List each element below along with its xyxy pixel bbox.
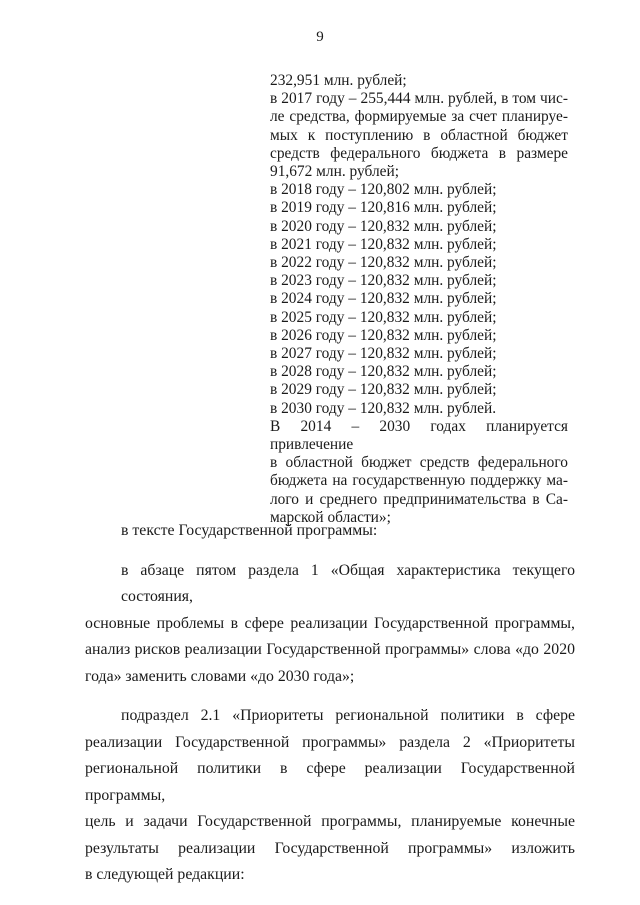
paragraph-line: основные проблемы в сфере реализации Государственной программы, [85, 614, 575, 632]
paragraph-line: реализации Государственной программы» раздела 2 «Приоритеты [85, 733, 575, 751]
amendment-line: в 2026 году – 120,832 млн. рублей; [270, 326, 497, 344]
amendment-line: средств федерального бюджета в размере [270, 144, 568, 162]
amendment-line: в 2020 году – 120,832 млн. рублей; [270, 217, 497, 235]
amendment-line: в 2028 году – 120,832 млн. рублей; [270, 363, 497, 381]
amendment-line: в 2024 году – 120,832 млн. рублей; [270, 290, 497, 308]
amendment-line: 91,672 млн. рублей; [270, 163, 399, 181]
amendment-line: в 2030 году – 120,832 млн. рублей. [270, 399, 497, 417]
paragraph-line: результаты реализации Государственной программы» изложить [85, 839, 575, 857]
amendment-line: в 2019 году – 120,816 млн. рублей; [270, 199, 497, 217]
paragraph-spacer [85, 545, 575, 558]
amendment-line: лого и среднего предпринимательства в Са- [270, 490, 568, 508]
paragraph-line: в тексте Государственной программы: [121, 522, 378, 539]
paragraph-line: подраздел 2.1 «Приоритеты региональной политики в сфере [121, 707, 575, 724]
amendment-text-block [270, 72, 568, 527]
paragraph-line: в абзаце пятом раздела 1 «Общая характеристика текущего состояния, [121, 561, 575, 605]
amendment-line: в 2018 году – 120,802 млн. рублей; [270, 181, 497, 199]
amendment-line: в 2022 году – 120,832 млн. рублей; [270, 254, 497, 272]
amendment-line: в 2023 году – 120,832 млн. рублей; [270, 272, 497, 290]
amendment-line: мых к поступлению в областной бюджет [270, 126, 568, 144]
amendment-line: в областной бюджет средств федерального [270, 454, 568, 472]
amendment-line: в 2021 году – 120,832 млн. рублей; [270, 235, 497, 253]
main-body-text [85, 518, 575, 889]
paragraph-spacer [85, 690, 575, 703]
page-number: 9 [316, 29, 324, 45]
amendment-line: в 2029 году – 120,832 млн. рублей; [270, 381, 497, 399]
amendment-line: в 2025 году – 120,832 млн. рублей; [270, 308, 497, 326]
amendment-line: В 2014 – 2030 годах планируется привлечение [270, 417, 568, 454]
amendment-line: ле средства, формируемые за счет планируе- [270, 108, 568, 126]
amendment-line: в 2027 году – 120,832 млн. рублей; [270, 345, 497, 363]
amendment-line: в 2017 году – 255,444 млн. рублей, в том чис- [270, 90, 568, 108]
paragraph-line: региональной политики в сфере реализации Государственной программы, [85, 760, 575, 804]
paragraph-line: цель и задачи Государственной программы, планируемые конечные [85, 813, 575, 830]
paragraph-line: анализ рисков реализации Государственной программы» слова «до 2020 [85, 641, 575, 658]
paragraph-line: в следующей редакции: [85, 866, 245, 883]
amendment-line: марской области»; [270, 508, 391, 526]
paragraph-line: года» заменить словами «до 2030 года»; [85, 667, 355, 685]
amendment-line: бюджета на государственную поддержку ма- [270, 472, 568, 490]
amendment-line: 232,951 млн. рублей; [270, 72, 407, 89]
